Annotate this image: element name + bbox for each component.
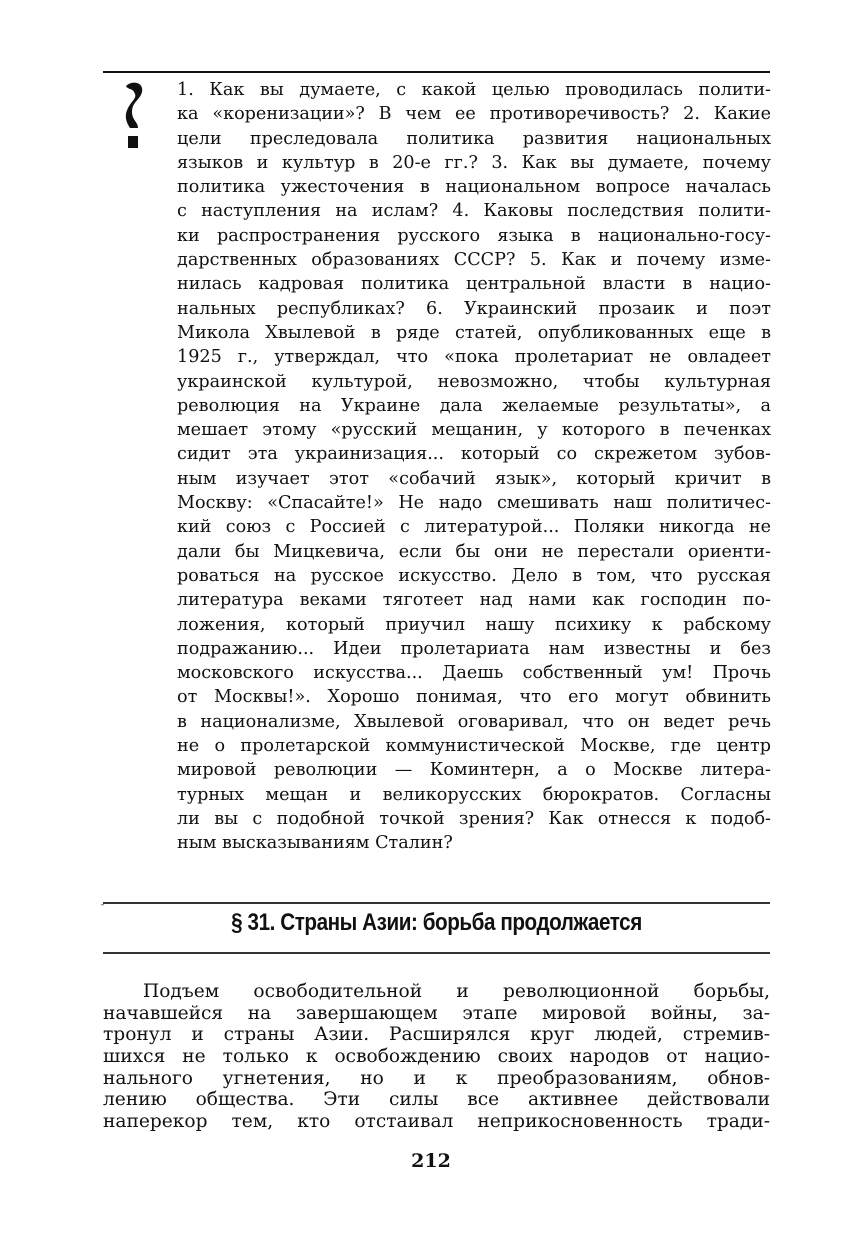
- question-line: нальных республиках? 6. Украинский прозаик и поэт: [177, 298, 771, 319]
- question-line: ки распространения русского языка в национально-госу-: [177, 225, 771, 246]
- question-line: Москву: «Спасайте!» Не надо смешивать наш политичес-: [177, 493, 771, 514]
- body-line: начавшейся на завершающем этапе мировой войны, за-: [103, 1002, 770, 1024]
- body-line: тронул и страны Азии. Расширялся круг людей, стремив-: [103, 1024, 770, 1046]
- question-line: московского искусства... Даешь собственный ум! Прочь: [177, 663, 771, 684]
- question-line: ложения, который приучил нашу психику к рабскому: [177, 614, 771, 635]
- question-line: дарственных образованиях СССР? 5. Как и почему изме-: [177, 250, 771, 271]
- question-line: с наступления на ислам? 4. Каковы последствия полити-: [177, 201, 771, 222]
- title-rule-top: [103, 902, 770, 904]
- question-line: 1. Как вы думаете, с какой целью проводилась полити-: [177, 80, 771, 100]
- question-line: мировой революции — Коминтерн, а о Москве литера-: [177, 760, 771, 781]
- question-line: роваться на русское искусство. Дело в том, что русская: [177, 565, 771, 586]
- question-line: подражанию... Идеи пролетариата нам известны и без: [177, 638, 771, 659]
- question-line: сидит эта украинизация... который со скрежетом зубов-: [177, 444, 771, 465]
- question-line: нилась кадровая политика центральной власти в нацио-: [177, 274, 771, 295]
- question-line: политика ужесточения в национальном вопросе началась: [177, 177, 771, 198]
- body-line: лению общества. Эти силы все активнее действовали: [103, 1089, 770, 1111]
- question-line: ли вы с подобной точкой зрения? Как отнесся к подоб-: [177, 808, 771, 829]
- review-questions: [177, 78, 771, 856]
- page-number: 212: [411, 1150, 451, 1172]
- question-line: революция на Украине дала желаемые результаты», а: [177, 395, 771, 416]
- question-line: литература веками тяготеет над нами как господин по-: [177, 590, 771, 611]
- question-line: ка «коренизации»? В чем ее противоречивость? 2. Какие: [177, 104, 771, 125]
- question-line: 1925 г., утверждал, что «пока пролетариат не овладеет: [177, 347, 771, 368]
- scan-mark: ¯: [100, 904, 105, 915]
- section-title: § 31. Страны Азии: борьба продолжается: [231, 909, 642, 936]
- top-rule: [103, 71, 770, 73]
- question-line: от Москвы!». Хорошо понимая, что его могут обвинить: [177, 687, 771, 708]
- question-line: ным изучает этот «собачий язык», который кричит в: [177, 468, 771, 489]
- body-paragraph: [103, 981, 770, 1133]
- title-rule-bottom: [103, 952, 770, 954]
- question-line: турных мещан и великорусских бюрократов. Согласны: [177, 784, 771, 805]
- question-line: ным высказываниям Сталин?: [177, 833, 453, 854]
- question-line: Микола Хвылевой в ряде статей, опубликованных еще в: [177, 322, 771, 343]
- question-line: цели преследовала политика развития национальных: [177, 128, 771, 149]
- question-line: кий союз с Россией с литературой... Поляки никогда не: [177, 517, 771, 538]
- question-line: языков и культур в 20-е гг.? 3. Как вы думаете, почему: [177, 152, 771, 173]
- question-line: дали бы Мицкевича, если бы они не перестали ориенти-: [177, 541, 771, 562]
- question-mark-icon: [118, 80, 162, 152]
- question-line: украинской культурой, невозможно, чтобы культурная: [177, 371, 771, 392]
- question-line: не о пролетарской коммунистической Москве, где центр: [177, 736, 771, 757]
- question-line: мешает этому «русский мещанин, у которого в печенках: [177, 420, 771, 441]
- body-line: наперекор тем, кто отстаивал неприкосновенность тради-: [103, 1111, 770, 1133]
- question-line: в национализме, Хвылевой оговаривал, что он ведет речь: [177, 711, 771, 732]
- body-line: шихся не только к освобождению своих народов от нацио-: [103, 1046, 770, 1068]
- body-line: Подъем освободительной и революционной борьбы,: [143, 981, 770, 1002]
- body-line: нального угнетения, но и к преобразованиям, обнов-: [103, 1067, 770, 1089]
